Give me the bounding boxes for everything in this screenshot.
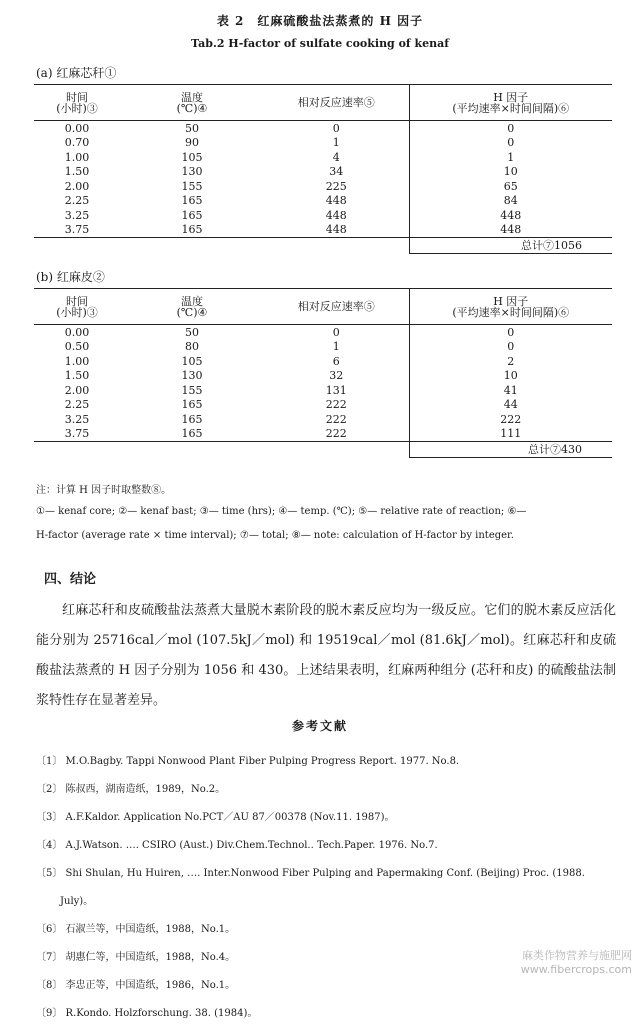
- references-title: 参考文献: [291, 719, 348, 733]
- reference-item: 〔8〕 李忠正等，中国造纸，1986，No.1。: [36, 980, 236, 991]
- table-b-label: (b) 红麻皮②: [36, 270, 105, 284]
- table-row: 2.25 165 448 84: [34, 194, 612, 209]
- table-row: 3.25 165 222 222: [34, 412, 612, 427]
- reference-item: 〔5〕 Shi Shulan, Hu Huiren, …. Inter.Nonwood Fiber Pulping and Papermaking Conf. (Beijing) Proc. (1988.: [36, 868, 585, 879]
- header-hfactor: H 因子 (平均速率×时间间隔)⑥: [409, 289, 612, 325]
- legend-line: H-factor (average rate × time interval); ⑦— total; ⑧— note: calculation of H-factor by integer.: [36, 530, 514, 541]
- table-row: 0.70 90 1 0: [34, 136, 612, 151]
- reference-item: 〔9〕 R.Kondo. Holzforschung. 38. (1984)。: [36, 1008, 258, 1019]
- header-rate: 相对反应速率⑤: [264, 85, 409, 121]
- reference-item: 〔2〕 陈叔西，湖南造纸，1989，No.2。: [36, 784, 226, 795]
- table-row: 0.00 50 0 0: [34, 121, 612, 136]
- header-temp: 温度 (℃)④: [120, 289, 264, 325]
- header-temp: 温度 (℃)④: [120, 85, 264, 121]
- conclusion-paragraph: 红麻芯秆和皮硫酸盐法蒸煮大量脱木素阶段的脱木素反应均为一级反应。它们的脱木素反应活化能分别为 25716cal／mol (107.5kJ／mol) 和 19519cal／mol (81.6kJ／mol)。红麻芯秆和皮硫酸盐法蒸煮的 H 因子分别为 1056 和 430。上述结果表明，红麻两种组分 (芯秆和皮) 的硫酸盐法制浆特性存在显著差异。: [36, 603, 616, 708]
- table-row: 1.00 105 6 2: [34, 354, 612, 369]
- table-row: 2.25 165 222 44: [34, 398, 612, 413]
- table-note: 注：计算 H 因子时取整数⑧。: [36, 485, 172, 496]
- h-factor-table-core: [34, 84, 612, 254]
- table-row: 3.25 165 448 448: [34, 208, 612, 223]
- reference-item: 〔3〕 A.F.Kaldor. Application No.PCT／AU 87／00378 (Nov.11. 1987)。: [36, 812, 395, 823]
- references-list: [36, 748, 616, 1028]
- watermark-text: 麻类作物营养与施肥网: [522, 949, 632, 962]
- table-row: 1.00 105 4 1: [34, 150, 612, 165]
- table-total: 总计⑦430: [409, 442, 612, 458]
- header-hfactor: H 因子 (平均速率×时间间隔)⑥: [409, 85, 612, 121]
- reference-item: 〔4〕 A.J.Watson. …. CSIRO (Aust.) Div.Chem.Technol.. Tech.Paper. 1976. No.7.: [36, 840, 438, 851]
- table-total: 总计⑦1056: [409, 238, 612, 254]
- table-row: 2.00 155 225 65: [34, 179, 612, 194]
- watermark: [521, 947, 632, 976]
- table-title-en: Tab.2 H-factor of sulfate cooking of kenaf: [191, 37, 449, 50]
- section-heading: 四、结论: [44, 572, 97, 587]
- table-row: 2.00 155 131 41: [34, 383, 612, 398]
- header-rate: 相对反应速率⑤: [264, 289, 409, 325]
- table-legend: [36, 500, 616, 548]
- h-factor-table-bast: [34, 288, 612, 458]
- table-row: 3.75 165 448 448: [34, 223, 612, 238]
- watermark-url: www.fibercrops.com: [520, 963, 632, 976]
- reference-item: 〔6〕 石淑兰等，中国造纸，1988，No.1。: [36, 924, 236, 935]
- reference-item: 〔1〕 M.O.Bagby. Tappi Nonwood Plant Fiber Pulping Progress Report. 1977. No.8.: [36, 756, 460, 767]
- reference-item: 〔7〕 胡惠仁等，中国造纸，1988，No.4。: [36, 952, 236, 963]
- table-row: 0.50 80 1 0: [34, 340, 612, 355]
- header-time: 时间 (小时)③: [34, 85, 120, 121]
- table-row: 1.50 130 32 10: [34, 369, 612, 384]
- table-row: 0.00 50 0 0: [34, 325, 612, 340]
- table-row: 1.50 130 34 10: [34, 165, 612, 180]
- header-time: 时间 (小时)③: [34, 289, 120, 325]
- table-a-label: (a) 红麻芯秆①: [36, 66, 117, 80]
- legend-line: ①— kenaf core; ②— kenaf bast; ③— time (hrs); ④— temp. (℃); ⑤— relative rate of reaction; ⑥—: [36, 506, 527, 517]
- table-title-cn: 表 2 红麻硫酸盐法蒸煮的 H 因子: [216, 14, 424, 28]
- table-row: 3.75 165 222 111: [34, 427, 612, 442]
- reference-item: July)。: [60, 896, 94, 907]
